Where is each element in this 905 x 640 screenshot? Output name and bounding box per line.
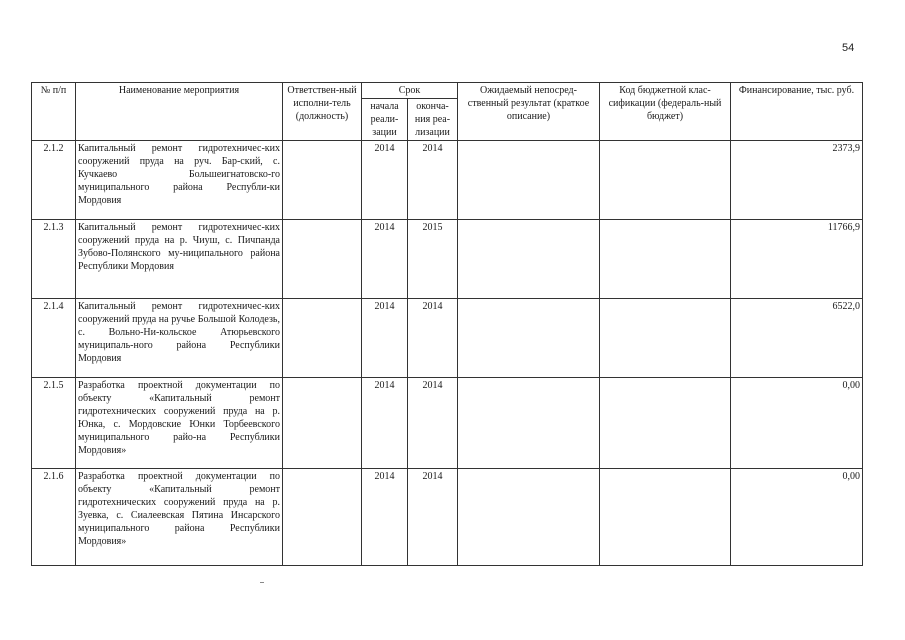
row-financing: 0,00 [731, 378, 863, 469]
row-num: 2.1.3 [32, 220, 76, 299]
row-responsible [283, 469, 362, 566]
row-end: 2015 [408, 220, 458, 299]
header-term-end: оконча-ния реа-лизации [408, 99, 458, 141]
header-term: Срок [362, 83, 458, 99]
header-term-start: начала реали-зации [362, 99, 408, 141]
row-result [458, 299, 600, 378]
row-start: 2014 [362, 141, 408, 220]
row-result [458, 141, 600, 220]
row-end: 2014 [408, 469, 458, 566]
row-responsible [283, 378, 362, 469]
header-num: № п/п [32, 83, 76, 141]
header-result: Ожидаемый непосред-ственный результат (краткое описание) [458, 83, 600, 141]
row-num: 2.1.5 [32, 378, 76, 469]
row-start: 2014 [362, 299, 408, 378]
row-end: 2014 [408, 141, 458, 220]
page-number: 54 [842, 42, 855, 54]
scan-speck [260, 582, 264, 583]
row-budget-code [600, 220, 731, 299]
header-row [32, 83, 863, 99]
header-name: Наименование мероприятия [76, 83, 283, 141]
row-responsible [283, 220, 362, 299]
row-result [458, 469, 600, 566]
row-financing: 2373,9 [731, 141, 863, 220]
header-responsible: Ответствен-ный исполни-тель (должность) [283, 83, 362, 141]
row-start: 2014 [362, 220, 408, 299]
row-financing: 0,00 [731, 469, 863, 566]
header-financing: Финансирование, тыс. руб. [731, 83, 863, 141]
row-name: Разработка проектной документации по объекту «Капитальный ремонт гидротехнических сооружений пруда на р. Юнка, с. Мордовские Юнки Торбеевского муниципального райо-на Республики Мордовия» [76, 378, 283, 469]
table-row [32, 299, 863, 378]
table-row [32, 220, 863, 299]
row-name: Капитальный ремонт гидротехничес-ких сооружений пруда на ручье Большой Колодезь, с. Вольно-Ни-кольское Атюрьевского муниципаль-ного района Республики Мордовия [76, 299, 283, 378]
row-name: Разработка проектной документации по объекту «Капитальный ремонт гидротехнических сооружений пруда на р. Зуевка, с. Сиалеевская Пятина Инсарского муниципального района Республики Мордовия» [76, 469, 283, 566]
row-num: 2.1.2 [32, 141, 76, 220]
table-row [32, 469, 863, 566]
row-start: 2014 [362, 469, 408, 566]
row-financing: 11766,9 [731, 220, 863, 299]
row-budget-code [600, 378, 731, 469]
row-start: 2014 [362, 378, 408, 469]
activities-table [31, 82, 863, 566]
row-result [458, 220, 600, 299]
table-row [32, 378, 863, 469]
row-financing: 6522,0 [731, 299, 863, 378]
row-budget-code [600, 469, 731, 566]
row-responsible [283, 141, 362, 220]
row-num: 2.1.6 [32, 469, 76, 566]
row-num: 2.1.4 [32, 299, 76, 378]
row-end: 2014 [408, 378, 458, 469]
row-result [458, 378, 600, 469]
row-responsible [283, 299, 362, 378]
row-budget-code [600, 299, 731, 378]
row-end: 2014 [408, 299, 458, 378]
row-name: Капитальный ремонт гидротехничес-ких сооружений пруда на р. Чиуш, с. Пичпанда Зубово-Полянского му-ниципального района Республики Мордовия [76, 220, 283, 299]
header-budget-code: Код бюджетной клас-сификации (федераль-ный бюджет) [600, 83, 731, 141]
row-name: Капитальный ремонт гидротехничес-ких сооружений пруда на руч. Бар-ский, с. Кучкаево Большеигнатовско-го муниципального района Республи-ки Мордовия [76, 141, 283, 220]
table-row [32, 141, 863, 220]
row-budget-code [600, 141, 731, 220]
